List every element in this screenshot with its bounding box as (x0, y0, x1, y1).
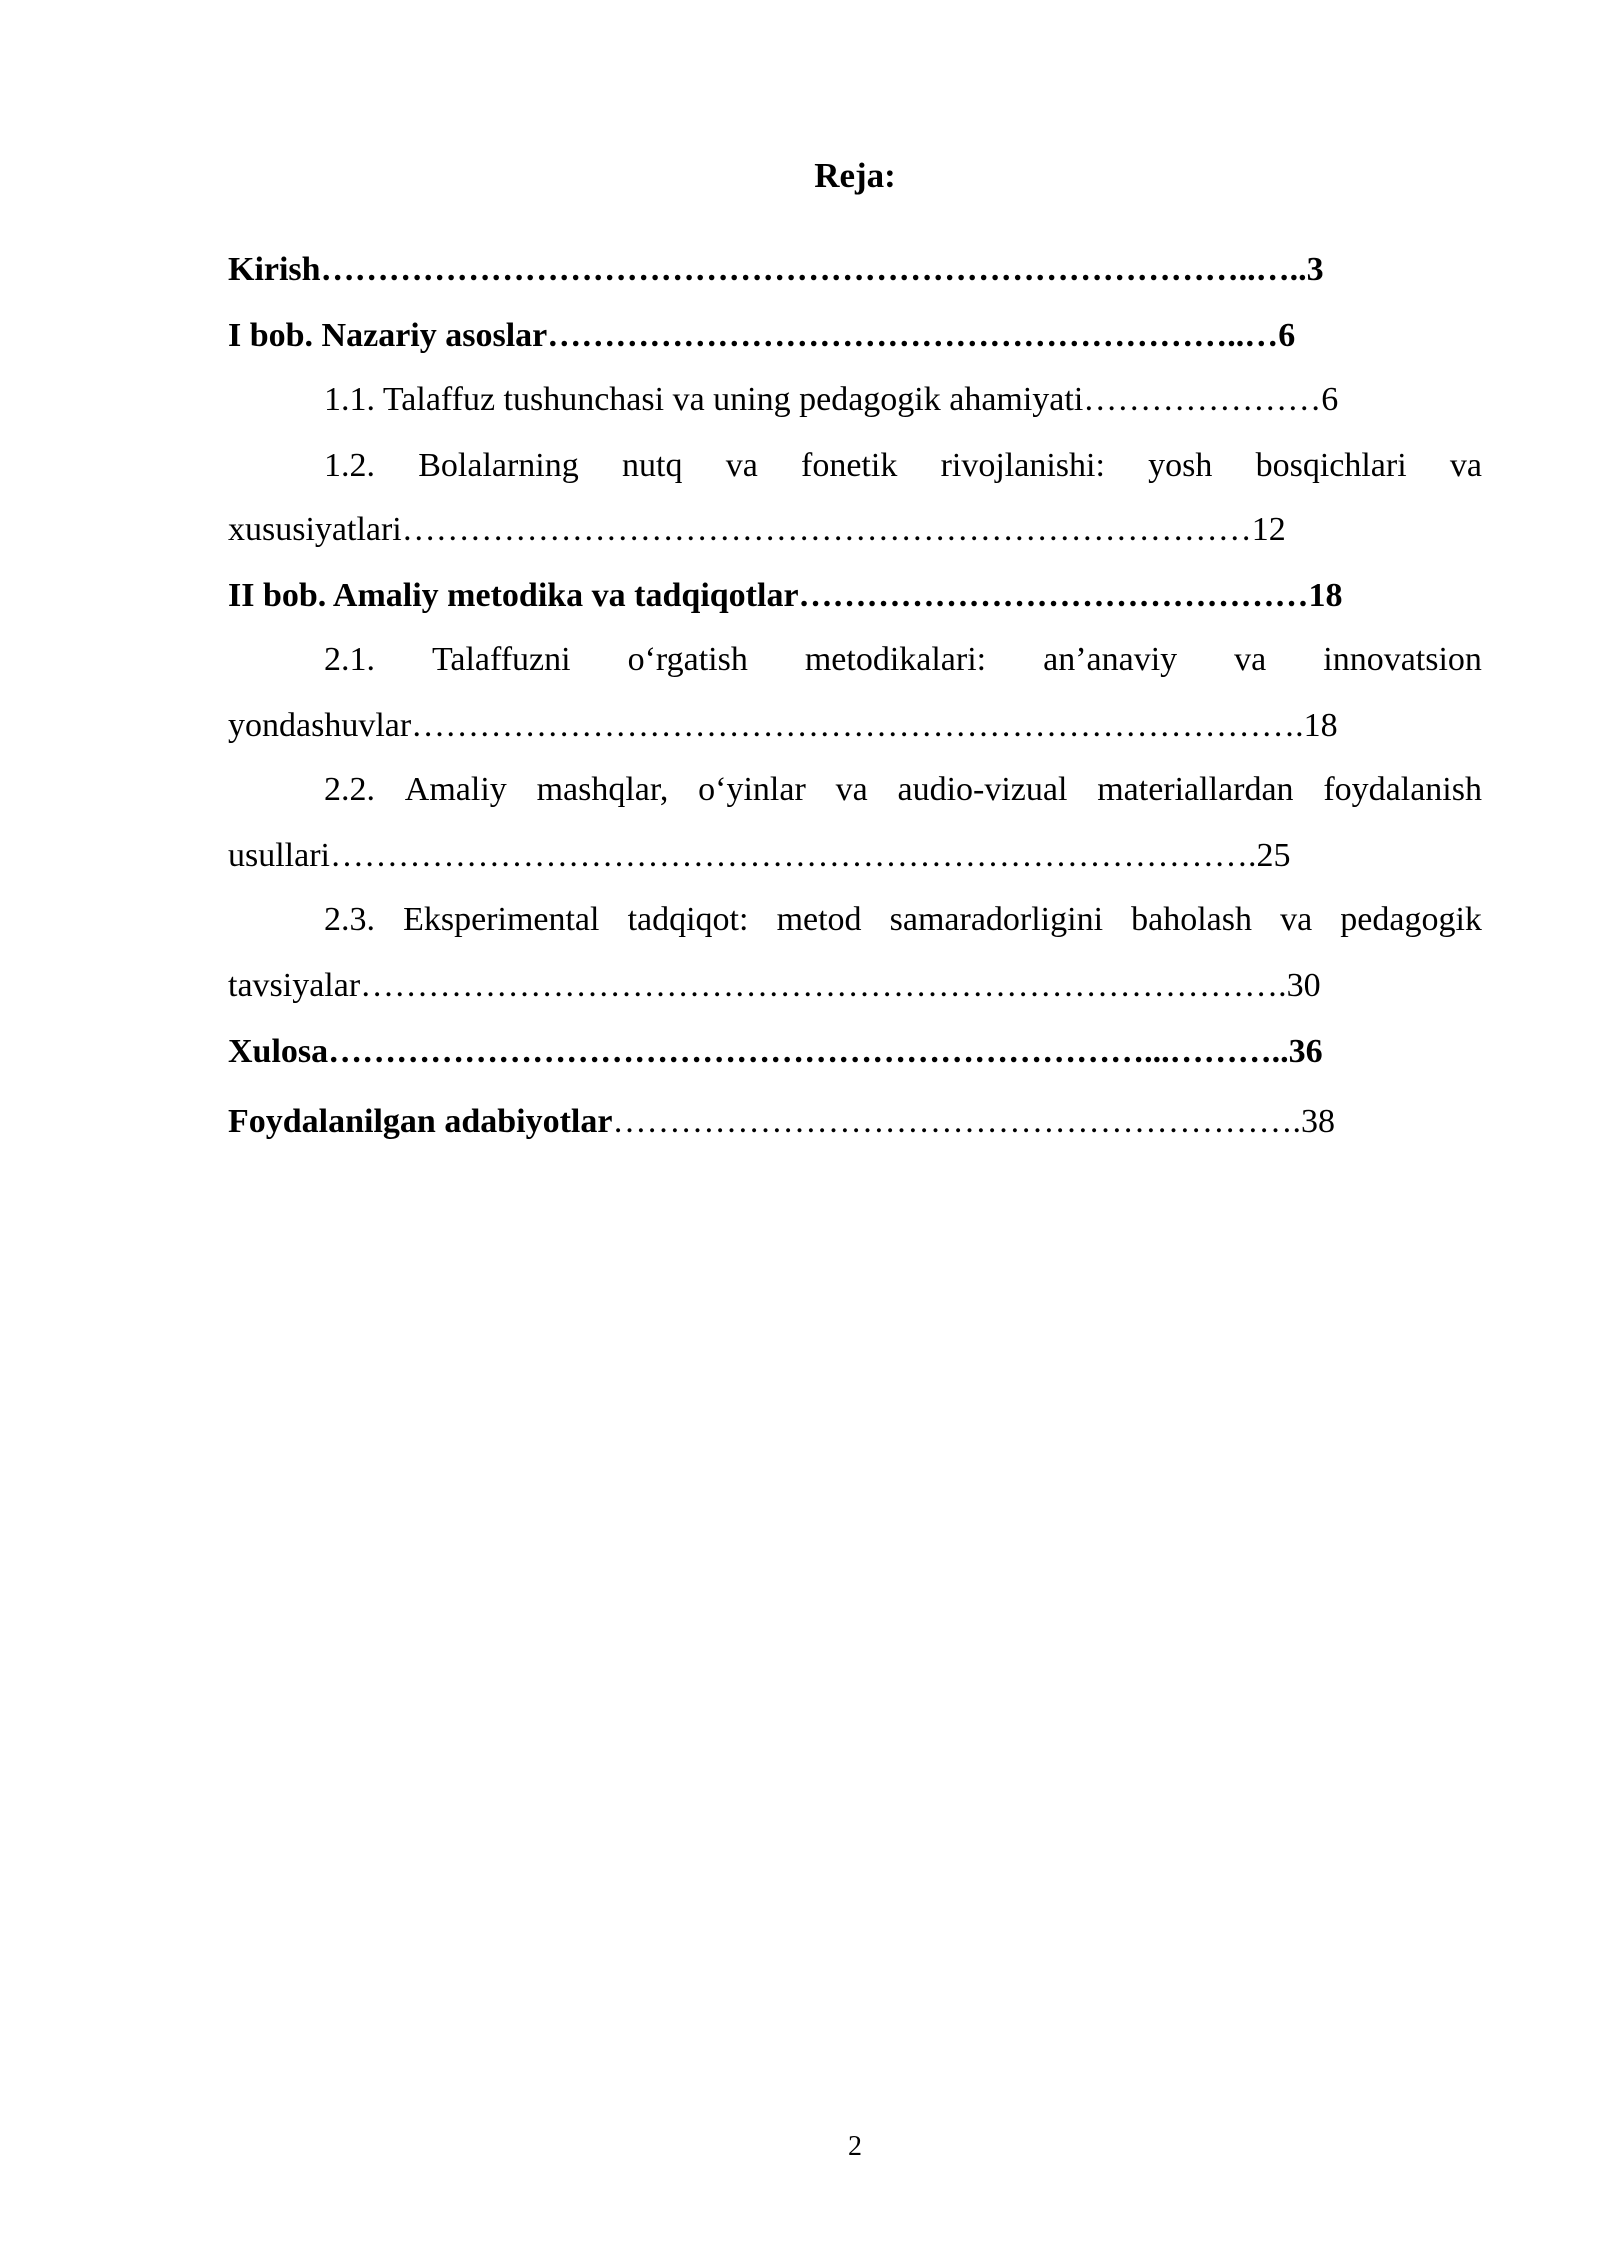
references-leader: …………………………………………………….38 (612, 1103, 1335, 1140)
toc-entry-section-2-1-line-1 (324, 638, 1482, 682)
toc-word: mashqlar, (536, 771, 669, 808)
toc-entry-chapter-2: II bob. Amaliy metodika va tadqiqotlar………………………………………18 (228, 577, 1343, 614)
toc-word: metod (776, 901, 862, 938)
toc-word: va (835, 771, 868, 808)
toc-word: an’anaviy (1043, 641, 1178, 678)
toc-word: foydalanish (1323, 771, 1482, 808)
toc-word: innovatsion (1323, 641, 1482, 678)
page-number: 2 (848, 2131, 862, 2162)
toc-entry-section-2-3-line-2: tavsiyalar……………………………………………………………………….30 (228, 967, 1321, 1004)
toc-word: tadqiqot: (627, 901, 749, 938)
toc-word: metodikalari: (804, 641, 987, 678)
toc-word: o‘rgatish (627, 641, 748, 678)
toc-word: bosqichlari (1255, 447, 1407, 484)
toc-word: fonetik (801, 447, 898, 484)
toc-entry-kirish: Kirish………………………………………………………………………..…..3 (228, 251, 1324, 288)
page-title: Reja: (814, 156, 896, 195)
toc-word: Eksperimental (403, 901, 600, 938)
toc-word: materiallardan (1097, 771, 1294, 808)
toc-word: va (1280, 901, 1313, 938)
toc-word: Talaffuzni (432, 641, 571, 678)
toc-word: pedagogik (1340, 901, 1482, 938)
references-label: Foydalanilgan adabiyotlar (228, 1103, 613, 1140)
toc-entry-chapter-1: I bob. Nazariy asoslar……………………………………………………..…6 (228, 317, 1296, 354)
toc-entry-xulosa: Xulosa………………………………………………………………...………..36 (228, 1033, 1323, 1070)
toc-word: Amaliy (404, 771, 507, 808)
toc-word: va (1234, 641, 1267, 678)
toc-word: nutq (622, 447, 683, 484)
toc-word: o‘yinlar (698, 771, 806, 808)
toc-entry-section-2-2-line-1 (324, 768, 1482, 812)
toc-word: 2.1. (324, 641, 375, 678)
toc-word: yosh (1148, 447, 1213, 484)
toc-word: audio-vizual (897, 771, 1068, 808)
toc-word: Bolalarning (418, 447, 579, 484)
toc-word: 2.3. (324, 901, 375, 938)
toc-entry-section-1-1: 1.1. Talaffuz tushunchasi va uning pedagogik ahamiyati…………………6 (324, 381, 1339, 418)
toc-entry-section-1-2-line-2: xususiyatlari…………………………………………………………………12 (228, 511, 1286, 548)
toc-entry-section-1-2-line-1 (324, 444, 1482, 488)
toc-word: 2.2. (324, 771, 375, 808)
toc-word: va (1449, 447, 1482, 484)
toc-entry-section-2-2-line-2: usullari……………………………………………………………………….25 (228, 837, 1291, 874)
toc-word: baholash (1131, 901, 1252, 938)
toc-entry-references (228, 1100, 1335, 1144)
toc-entry-section-2-1-line-2: yondashuvlar…………………………………………………………………….18 (228, 707, 1338, 744)
toc-word: va (725, 447, 758, 484)
toc-entry-section-2-3-line-1 (324, 898, 1482, 942)
toc-word: 1.2. (324, 447, 375, 484)
toc-word: samaradorligini (889, 901, 1104, 938)
toc-word: rivojlanishi: (940, 447, 1105, 484)
